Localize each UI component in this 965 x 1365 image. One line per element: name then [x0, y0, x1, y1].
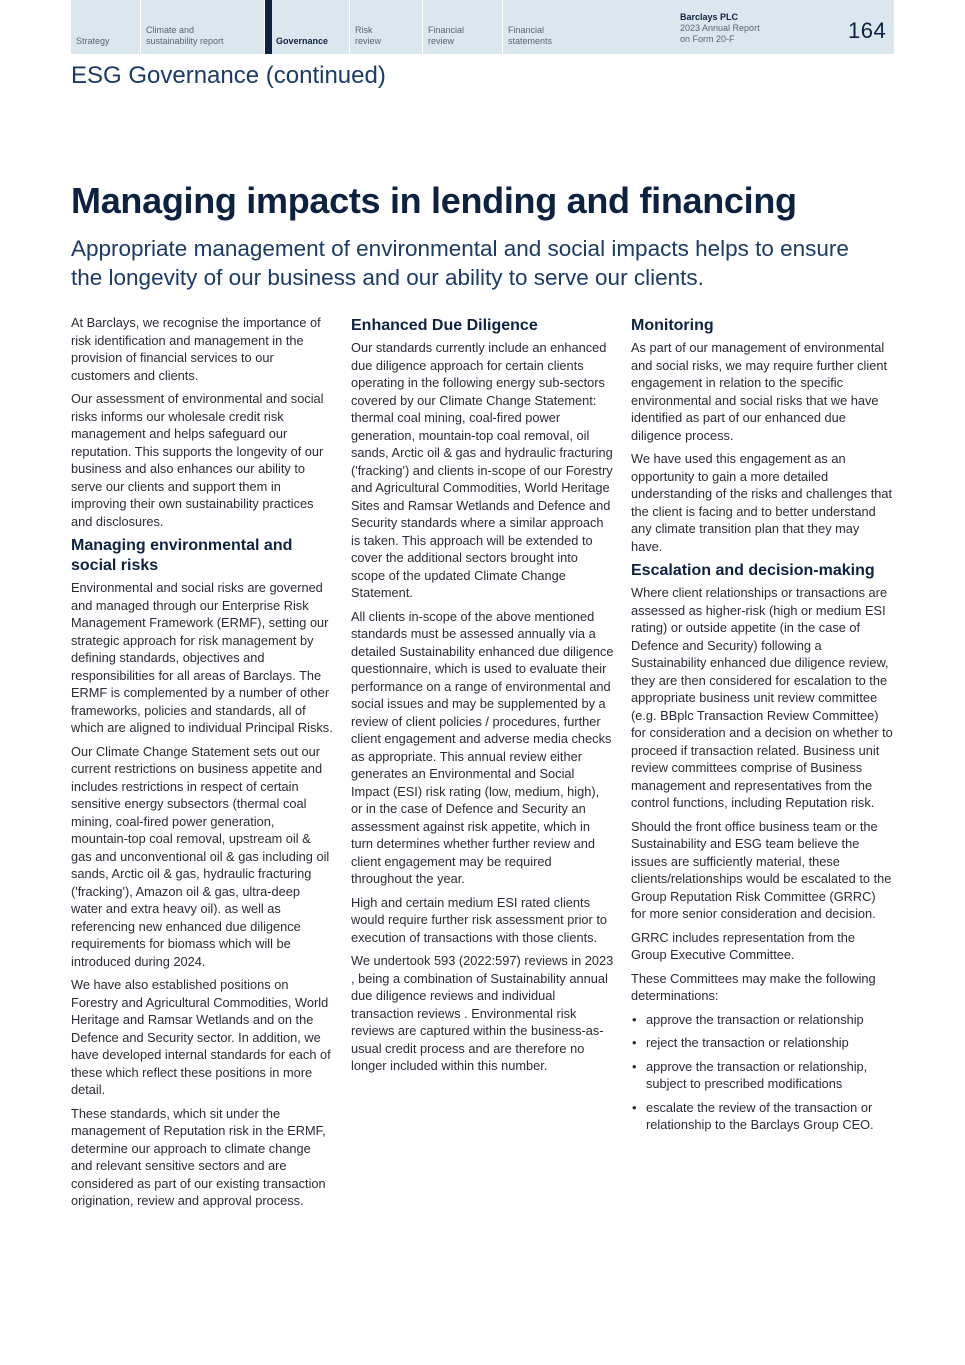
- paragraph: Our Climate Change Statement sets out our current restrictions on business appetite and includes restrictions in respect of certain sensitive energy subsectors (thermal coal mining, coal-fired power generation, mountain-top coal removal, upstream oil & gas and unconventional oil & gas including oil sands, Arctic oil & gas, hydraulic fracturing ('fracking'), Amazon oil & gas, ultra-deep water and extra heavy oil). as well as referencing new enhanced due diligence requirements for biomass which will be introduced during 2024.: [71, 743, 330, 969]
- page-number: 164: [848, 18, 887, 43]
- column-1: [71, 314, 334, 1216]
- paragraph: Should the front office business team or the Sustainability and ESG team believe the issues are sufficiently material, these clients/relationships would be escalated to the Group Reputation Risk Committee (GRRC) for more senior consideration and decision.: [631, 818, 892, 921]
- brand-name: Barclays PLC: [680, 12, 739, 22]
- subheading-escalation: Escalation and decision-making: [631, 562, 875, 579]
- paragraph: All clients in-scope of the above mentioned standards must be assessed annually via a detailed Sustainability enhanced due diligence questionnaire, which is used to evaluate their performance on a range of environmental and social issues and may be supplemented by a review of client policies / procedures, further client engagement and adverse media checks as appropriate. This annual review either generates an Environmental and Social Impact (ESI) risk rating (low, medium, high), or in the case of Defence and Security an assessment against risk appetite, which in turn determines whether further review and client engagement may be required throughout the year.: [351, 608, 614, 886]
- paragraph: Our standards currently include an enhanced due diligence approach for certain clients operating in the following energy sub-sectors covered by our Climate Change Statement: thermal coal mining, coal-fired power generation, mountain-top coal removal, oil sands, Arctic oil & gas and hydraulic fracturing ('fracking') and clients in-scope of our Forestry and Agricultural Commodities, World Heritage Sites and Ramsar Wetlands and Defence and Security standards where a similar approach is taken. This approach will be extended to cover the additional sectors brought into scope of the updated Climate Change Statement.: [351, 340, 613, 600]
- list-item: • approve the transaction or relationship, subject to prescribed modifications: [631, 1058, 894, 1093]
- page-subheadline: Appropriate management of environmental and social impacts helps to ensure the longevity of our business and our ability to serve our clients.: [71, 236, 849, 290]
- tab-label: Strategy: [76, 36, 110, 46]
- list-item: • reject the transaction or relationship: [631, 1034, 894, 1052]
- paragraph: These standards, which sit under the management of Reputation risk in the ERMF, determine our approach to climate change and relevant sensitive sectors and are considered as part of our existing transaction origination, review and approval process.: [71, 1105, 326, 1208]
- tab-label: Financial review: [428, 25, 465, 46]
- paragraph: As part of our management of environmental and social risks, we may require further client engagement in relation to the specific environmental and social risks that we have identified as part of our enhanced due diligence process.: [631, 340, 888, 443]
- tab-strategy[interactable]: [71, 0, 140, 54]
- tab-label: Risk review: [355, 25, 382, 46]
- paragraph: These Committees may make the following determinations:: [631, 970, 876, 1003]
- brand-line-1: 2023 Annual Report: [680, 23, 760, 33]
- section-title: ESG Governance (continued): [71, 62, 386, 89]
- tab-risk-review[interactable]: [349, 0, 422, 54]
- list-item: • escalate the review of the transaction or relationship to the Barclays Group CEO.: [631, 1099, 894, 1134]
- tab-financial-review[interactable]: [422, 0, 502, 54]
- subheading-managing-risks: Managing environmental and social risks: [71, 537, 293, 574]
- top-navigation: [71, 0, 894, 54]
- brand-line-2: on Form 20-F: [680, 34, 735, 44]
- tab-climate-sustainability[interactable]: [140, 0, 264, 54]
- page-headline: Managing impacts in lending and financing: [71, 180, 797, 221]
- determinations-list: [631, 1011, 894, 1134]
- list-item: • approve the transaction or relationship: [631, 1011, 894, 1029]
- subheading-enhanced-due-diligence: Enhanced Due Diligence: [351, 317, 538, 334]
- paragraph: We have also established positions on Forestry and Agricultural Commodities, World Heritage and Ramsar Wetlands and on the Defence and Security sector. In addition, we have developed internal standards for each of these which reflect these positions in more detail.: [71, 977, 331, 1097]
- column-3: [631, 314, 894, 1140]
- subheading-monitoring: Monitoring: [631, 317, 714, 334]
- tab-governance[interactable]: [264, 0, 349, 54]
- paragraph: At Barclays, we recognise the importance of risk identification and management in the provision of financial services to our customers and clients.: [71, 315, 321, 383]
- paragraph: Our assessment of environmental and social risks informs our wholesale credit risk management and helps safeguard our reputation. This supports the longevity of our business and also enhances our ability to serve our clients and support them in improving their own sustainability practices and disclosures.: [71, 391, 324, 529]
- report-brand: [680, 12, 760, 45]
- tab-label: Financial statements: [508, 25, 553, 46]
- paragraph: Environmental and social risks are governed and managed through our Enterprise Risk Management Framework (ERMF), setting our strategic approach for risk management by defining standards, objectives and responsibilities for all areas of Barclays. The ERMF is complemented by a number of other frameworks, policies and standards, all of which are aligned to individual Principal Risks.: [71, 580, 333, 735]
- paragraph: We have used this engagement as an opportunity to gain a more detailed understanding of the risks and challenges that the client is facing and to better understand any climate transition plan that they may have.: [631, 451, 893, 554]
- paragraph: GRRC includes representation from the Group Executive Committee.: [631, 929, 856, 962]
- column-2: [351, 314, 614, 1081]
- tab-label: Governance: [276, 36, 329, 46]
- paragraph: We undertook 593 (2022:597) reviews in 2023 , being a combination of Sustainability annual due diligence reviews and individual transaction reviews . Environmental risk reviews are captured within the business-as-usual credit process and are therefore no longer included within this number.: [351, 953, 614, 1073]
- tab-label: Climate and sustainability report: [146, 25, 224, 46]
- paragraph: High and certain medium ESI rated clients would require further risk assessment prior to execution of transactions with those clients.: [351, 894, 608, 945]
- tab-financial-statements[interactable]: [502, 0, 592, 54]
- paragraph: Where client relationships or transactions are assessed as higher-risk (high or medium ESI rating) or outside appetite (in the case of Defence and Security) following a Sustainability enhanced due diligence review, they are then considered for escalation to the appropriate business unit review committee (e.g. BBplc Transaction Review Committee) for consideration and a decision on whether to proceed if transaction related. Business unit review committees comprise of Business management and representatives from the control functions, including Reputation risk.: [631, 585, 893, 810]
